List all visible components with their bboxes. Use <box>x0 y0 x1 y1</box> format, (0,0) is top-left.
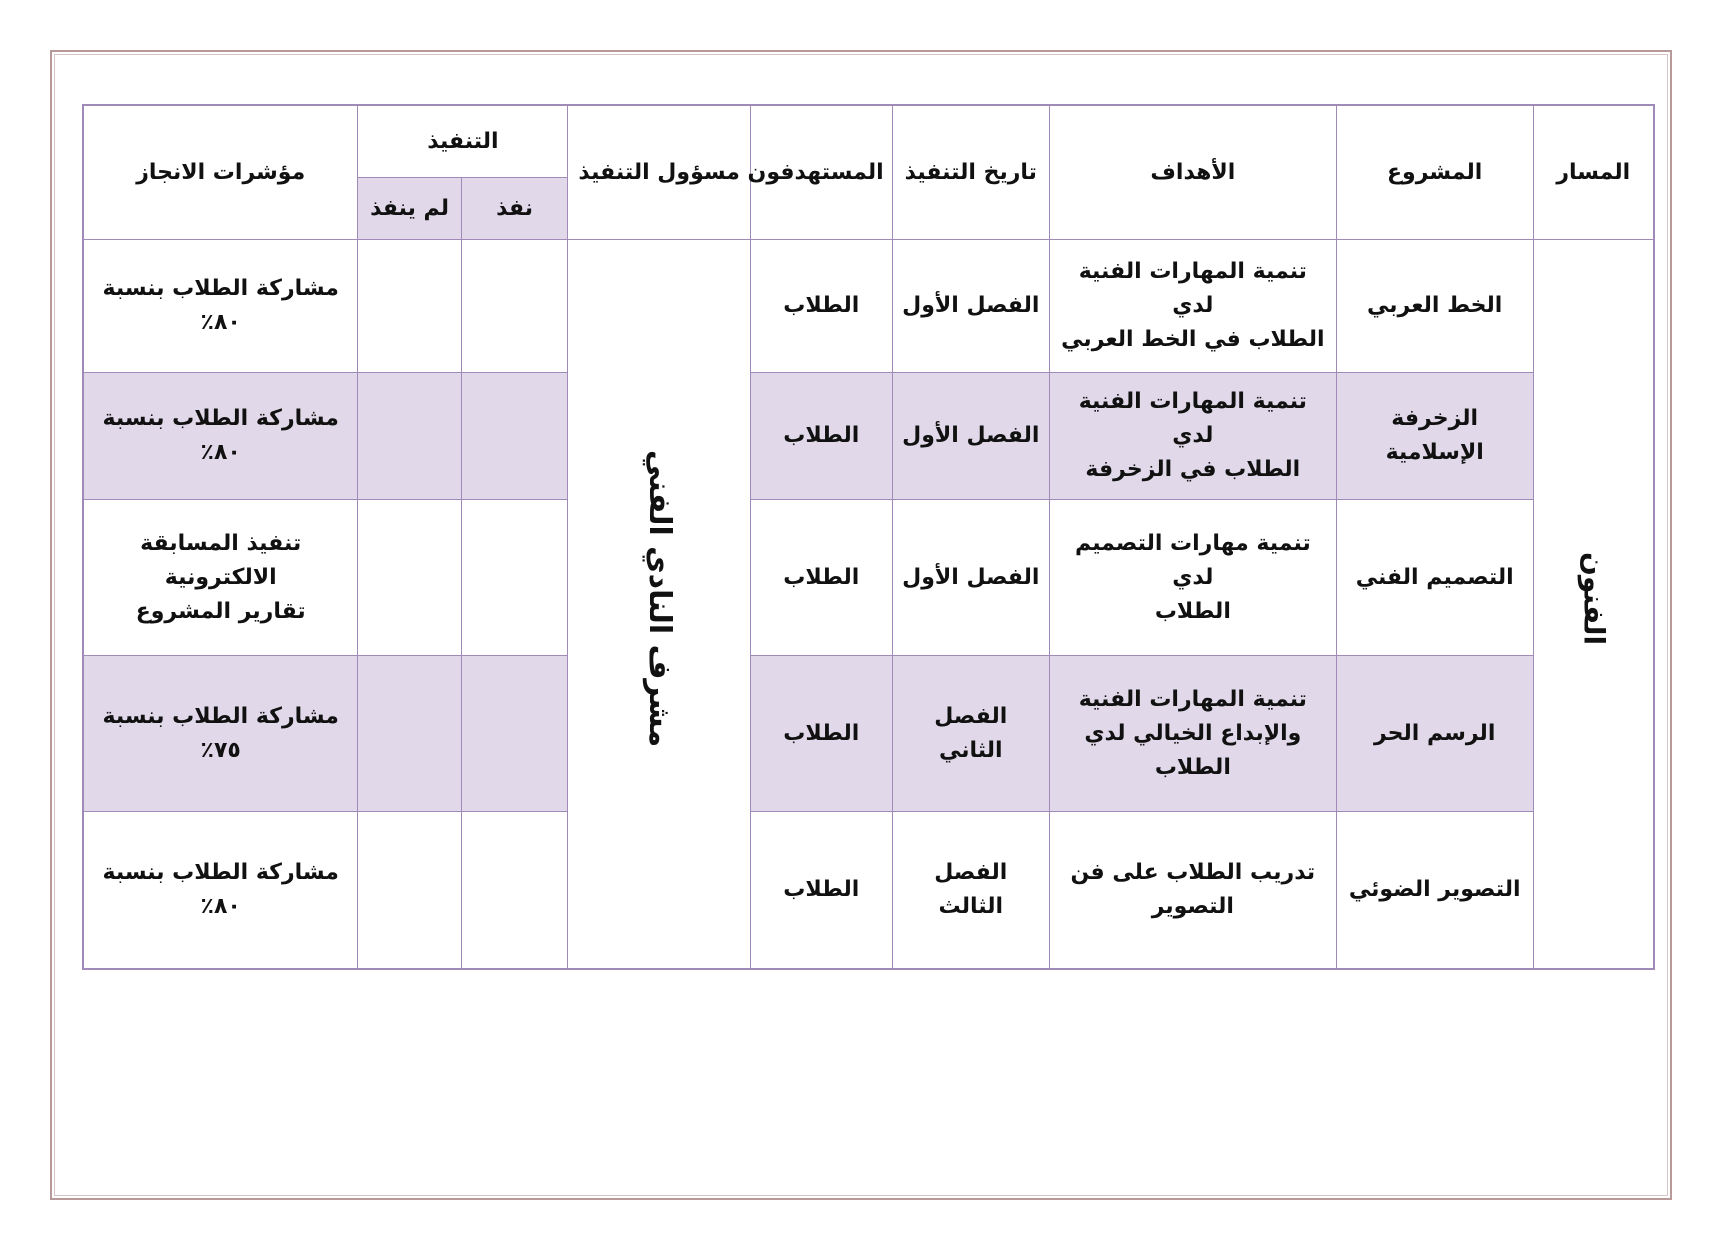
not-done-cell[interactable] <box>358 373 461 500</box>
goal-line: والإبداع الخيالي لدي الطلاب <box>1084 720 1302 780</box>
header-project: المشروع <box>1336 105 1533 239</box>
goal-line: تنمية المهارات الفنية لدي <box>1078 258 1307 318</box>
header-target: المستهدفون <box>750 105 892 239</box>
indicator-line: مشاركة الطلاب بنسبة ٨٠٪ <box>102 275 339 335</box>
indicators-cell <box>83 812 358 969</box>
target-cell: الطلاب <box>750 239 892 373</box>
not-done-cell[interactable] <box>358 656 461 812</box>
goal-line: تنمية مهارات التصميم لدي <box>1074 530 1311 590</box>
responsible-value: مشرف النادي الفني <box>642 449 678 747</box>
goal-line: تنمية المهارات الفنية لدي <box>1078 389 1307 449</box>
indicator-line: مشاركة الطلاب بنسبة ٨٠٪ <box>102 406 339 466</box>
project-cell: الزخرفة الإسلامية <box>1336 373 1533 500</box>
responsible-cell <box>568 239 750 969</box>
indicator-line: تقارير المشروع <box>135 598 306 624</box>
not-done-cell[interactable] <box>358 500 461 656</box>
goals-cell <box>1049 812 1336 969</box>
indicators-cell <box>83 500 358 656</box>
header-done: نفذ <box>461 177 568 239</box>
indicator-line: مشاركة الطلاب بنسبة ٨٠٪ <box>102 860 339 920</box>
goal-line: تدريب الطلاب على فن <box>1070 860 1316 886</box>
goal-line: التصوير <box>1151 894 1234 920</box>
done-cell[interactable] <box>461 239 568 373</box>
track-cell <box>1533 239 1654 969</box>
table-row <box>83 656 1654 812</box>
header-goals: الأهداف <box>1049 105 1336 239</box>
header-track: المسار <box>1533 105 1654 239</box>
date-cell: الفصل الأول <box>892 239 1049 373</box>
indicator-line: مشاركة الطلاب بنسبة ٧٥٪ <box>102 703 339 763</box>
project-cell: الرسم الحر <box>1336 656 1533 812</box>
target-cell: الطلاب <box>750 656 892 812</box>
date-cell: الفصل الثاني <box>892 656 1049 812</box>
header-not-done: لم ينفذ <box>358 177 461 239</box>
goals-cell <box>1049 500 1336 656</box>
goals-cell <box>1049 373 1336 500</box>
goal-line: الطلاب في الزخرفة <box>1085 457 1301 483</box>
goal-line: تنمية المهارات الفنية <box>1078 686 1307 712</box>
indicators-cell <box>83 239 358 373</box>
done-cell[interactable] <box>461 500 568 656</box>
plan-table <box>82 104 1655 970</box>
table-row <box>83 812 1654 969</box>
goals-cell <box>1049 656 1336 812</box>
done-cell[interactable] <box>461 656 568 812</box>
done-cell[interactable] <box>461 812 568 969</box>
table-row <box>83 239 1654 373</box>
indicators-cell <box>83 373 358 500</box>
table-row <box>83 500 1654 656</box>
header-indicators: مؤشرات الانجاز <box>83 105 358 239</box>
track-value: الفنون <box>1577 551 1611 645</box>
target-cell: الطلاب <box>750 500 892 656</box>
table-row <box>83 373 1654 500</box>
date-cell: الفصل الأول <box>892 373 1049 500</box>
not-done-cell[interactable] <box>358 812 461 969</box>
target-cell: الطلاب <box>750 373 892 500</box>
indicator-line: تنفيذ المسابقة الالكترونية <box>140 530 302 590</box>
goals-cell <box>1049 239 1336 373</box>
goal-line: الطلاب في الخط العربي <box>1061 326 1325 352</box>
date-cell: الفصل الثالث <box>892 812 1049 969</box>
done-cell[interactable] <box>461 373 568 500</box>
project-cell: التصميم الفني <box>1336 500 1533 656</box>
project-cell: الخط العربي <box>1336 239 1533 373</box>
date-cell: الفصل الأول <box>892 500 1049 656</box>
target-cell: الطلاب <box>750 812 892 969</box>
header-date: تاريخ التنفيذ <box>892 105 1049 239</box>
not-done-cell[interactable] <box>358 239 461 373</box>
project-cell: التصوير الضوئي <box>1336 812 1533 969</box>
header-responsible: مسؤول التنفيذ <box>568 105 750 239</box>
header-implementation: التنفيذ <box>358 105 568 177</box>
indicators-cell <box>83 656 358 812</box>
goal-line: الطلاب <box>1154 598 1231 624</box>
